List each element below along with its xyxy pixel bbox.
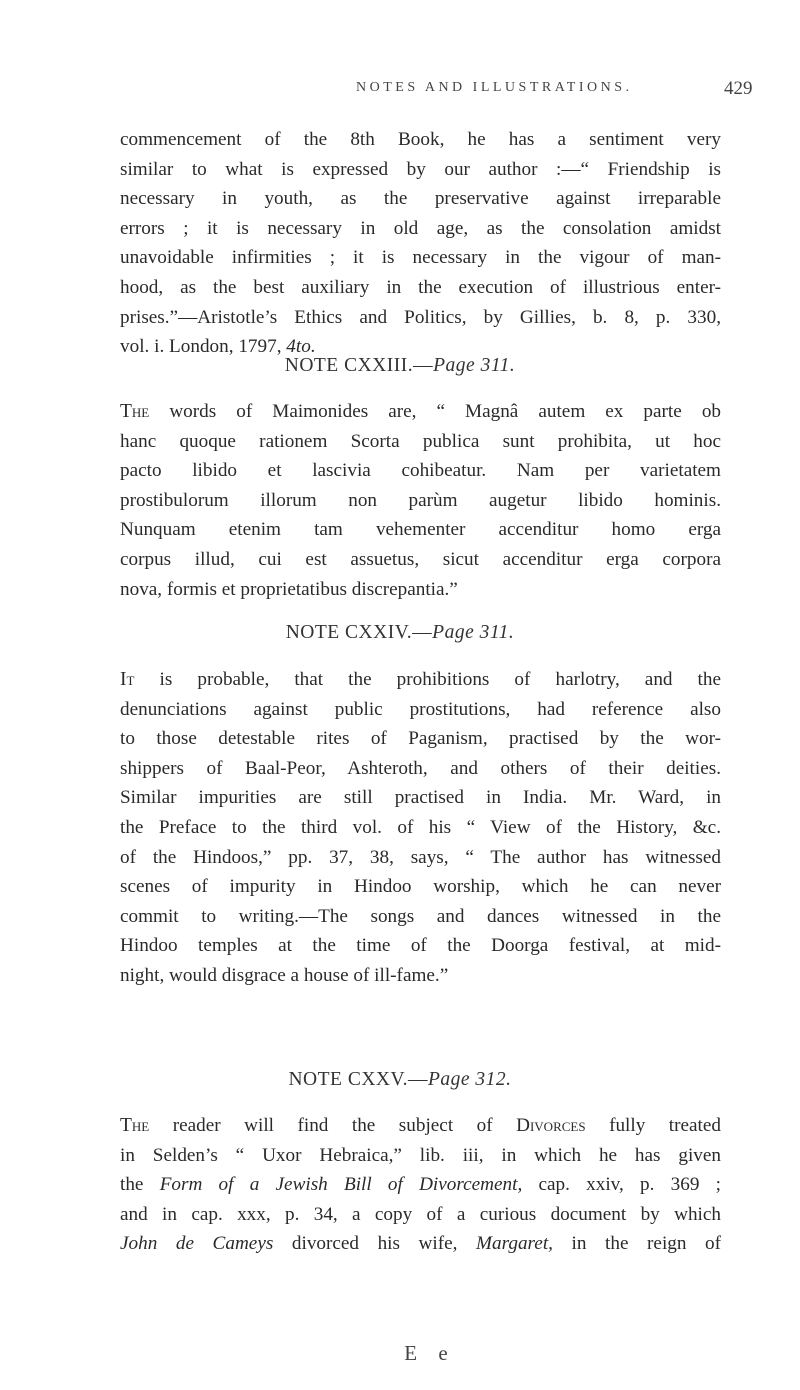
text-line: errors ; it is necessary in old age, as the consolation amidst [120,217,721,239]
drop-initial: I [120,669,127,690]
text-line: prises.”—Aristotle’s Ethics and Politics, by Gillies, b. 8, p. 330, [120,306,721,328]
drop-initial: T [120,401,132,422]
signature-mark: E e [404,1341,456,1365]
page-number: 429 [724,78,753,99]
text-line: scenes of impurity in Hindoo worship, which he can never [120,876,721,898]
note-title: NOTE CXXIV.— [285,622,433,643]
text-line: night, would disgrace a house of ill-fame.” [120,964,449,986]
note-body [120,397,721,604]
text-fragment: reader will find the subject of [172,1115,493,1136]
text-line: commencement of the 8th Book, he has a sentiment very [120,129,721,150]
text-line: similar to what is expressed by our author :—“ Friendship is [120,158,721,180]
small-caps-word: he [131,401,150,422]
text-line: Similar impurities are still practised in India. Mr. Ward, in [120,787,721,809]
text-line: hood, as the best auxiliary in the execution of illustrious enter- [120,276,721,298]
note-heading [0,1069,800,1091]
note-title: NOTE CXXV.— [288,1069,428,1090]
text-fragment: the [120,1174,144,1196]
italic-name: John de Cameys [120,1233,274,1255]
running-title: NOTES AND ILLUSTRATIONS. [356,80,633,95]
text-line [120,1229,721,1259]
text-fragment: fully treated [609,1115,721,1136]
text-line: hanc quoque rationem Scorta publica sunt prohibita, ut hoc [120,430,721,452]
format-abbrev: 4to. [286,336,316,358]
text-line: commit to writing.—The songs and dances witnessed in the [120,905,721,927]
note-heading [0,355,800,377]
italic-name: Margaret, [476,1233,553,1255]
text-fragment: cap. xxiv, p. 369 ; [538,1174,722,1196]
text-fragment: in the reign of [571,1233,722,1255]
italic-title: Form of a Jewish Bill of Divorcement, [159,1174,523,1196]
note-page-ref: Page 311. [432,622,515,643]
text-line: of the Hindoos,” pp. 37, 38, says, “ The author has witnessed [120,846,721,868]
text-line [120,1170,721,1200]
small-caps-word: he [131,1115,150,1136]
small-caps-word: Divorces [516,1115,586,1136]
text-line: to those detestable rites of Paganism, practised by the wor- [120,728,721,750]
small-caps-word: t [126,669,135,690]
text-line: in Selden’s “ Uxor Hebraica,” lib. iii, in which he has given [120,1144,721,1166]
running-head [0,80,800,104]
text-line [120,397,721,427]
intro-paragraph [120,125,721,362]
text-line [120,665,721,695]
note-heading [0,622,800,644]
note-body [120,1111,721,1259]
text-line: Hindoo temples at the time of the Doorga festival, at mid- [120,935,721,957]
text-line: corpus illud, cui est assuetus, sicut accenditur erga corpora [120,548,721,570]
text-line: the Preface to the third vol. of his “ View of the History, &c. [120,816,721,838]
text-line: pacto libido et lascivia cohibeatur. Nam per varietatem [120,460,721,482]
text-fragment: vol. i. London, 1797, [120,336,282,358]
text-line [120,1111,721,1141]
text-line: Nunquam etenim tam vehementer accenditur homo erga [120,519,721,541]
note-body [120,665,721,991]
text-line: prostibulorum illorum non parùm augetur libido hominis. [120,489,721,511]
text-line: necessary in youth, as the preservative against irreparable [120,188,721,210]
note-page-ref: Page 311. [433,355,516,376]
text-line: nova, formis et proprietatibus discrepantia.” [120,578,458,600]
note-page-ref: Page 312. [427,1069,512,1090]
text-line: denunciations against public prostitutions, had reference also [120,698,721,720]
text-fragment: divorced his wife, [291,1233,458,1255]
drop-initial: T [120,1115,132,1136]
text-line: unavoidable infirmities ; it is necessary in the vigour of man- [120,247,721,269]
text-line: shippers of Baal-Peor, Ashteroth, and others of their deities. [120,757,721,779]
note-title: NOTE CXXIII.— [284,355,434,376]
text-fragment: words of Maimonides are, “ Magnâ autem ex parte ob [169,401,722,422]
text-line: and in cap. xxx, p. 34, a copy of a curious document by which [120,1203,721,1225]
text-fragment: is probable, that the prohibitions of harlotry, and the [159,669,721,690]
